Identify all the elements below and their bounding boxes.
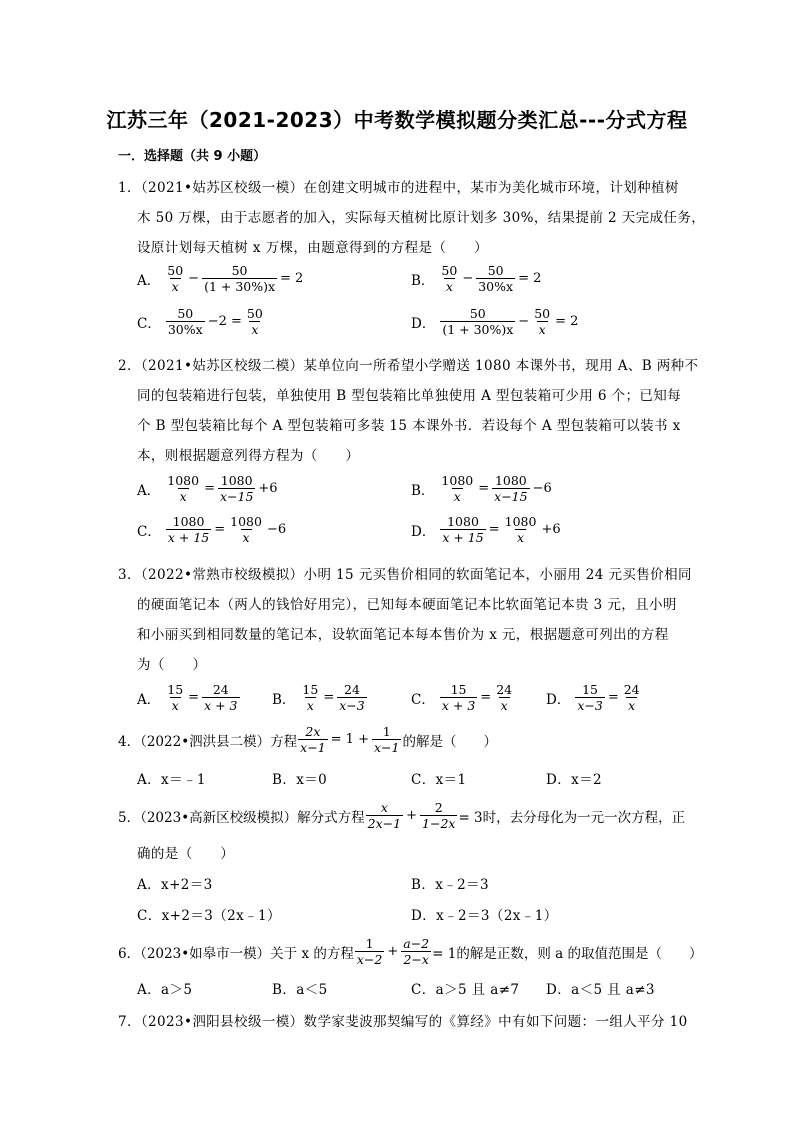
q5-option-a[interactable]: A．x+2＝3: [137, 877, 213, 893]
q6-option-d[interactable]: D．a＜5 且 a≠3: [546, 982, 655, 998]
fraction: $\frac{1080}{x}$: [230, 514, 262, 545]
q2-option-a[interactable]: A． $\frac{1080}{x}$ = $\frac{1080}{x-15}$ +6: [137, 473, 278, 504]
fraction: $\frac{1080}{x}$: [441, 473, 474, 504]
q5-option-c[interactable]: C．x+2＝3（2x﹣1）: [137, 908, 281, 924]
q2-line-4: 本，则根据题意列得方程为（ ）: [137, 448, 360, 464]
fraction: $\frac{1080}{x-15}$: [219, 473, 254, 504]
q5-option-d[interactable]: D．x﹣2＝3（2x﹣1）: [411, 908, 558, 924]
q3-line-1: 3．（2022•常熟市校级模拟）小明 15 元买售价相同的软面笔记本，小丽用 24 元买售价相同: [118, 567, 692, 583]
page-title: 江苏三年（2021-2023）中考数学模拟题分类汇总---分式方程: [106, 108, 688, 132]
q5-stem: 5．（2023•高新区校级模拟）解分式方程 $\frac{x}{2x-1}$ + $\frac{2}{1-2x}$ = 3时，去分母化为一元一次方程，正: [118, 800, 686, 831]
q3-option-b[interactable]: B． $\frac{15}{x}$ = $\frac{24}{x-3}$: [272, 682, 365, 713]
fraction: $\frac{2x}{x-1}$: [300, 724, 326, 755]
fraction: $\frac{15}{x-3}$: [577, 682, 603, 713]
fraction: $\frac{a-2}{2-x}$: [403, 936, 430, 967]
q5-line-2: 确的是（ ）: [137, 846, 235, 862]
fraction: $\frac{15}{x}$: [302, 682, 319, 713]
fraction: $\frac{24}{x-3}$: [339, 682, 365, 713]
q1-option-b[interactable]: B． $\frac{50}{x}$ − $\frac{50}{30\%x}$ = 2: [411, 263, 542, 294]
fraction: $\frac{50}{x}$: [246, 306, 263, 337]
fraction: $\frac{15}{x}$: [167, 682, 184, 713]
fraction: $\frac{50}{(1 + 30\%)x}$: [204, 263, 276, 294]
q2-option-c[interactable]: C． $\frac{1080}{x + 15}$ = $\frac{1080}{x}$ −6: [137, 514, 287, 545]
q5-option-b[interactable]: B．x﹣2＝3: [411, 877, 490, 893]
fraction: $\frac{50}{x}$: [441, 263, 458, 294]
q1-line-1: 1．（2021•姑苏区校级一模）在创建文明城市的进程中，某市为美化城市环境，计划种植树: [118, 180, 679, 196]
q3-option-a[interactable]: A． $\frac{15}{x}$ = $\frac{24}{x + 3}$: [137, 682, 238, 713]
fraction: $\frac{50}{(1 + 30\%)x}$: [442, 306, 514, 337]
fraction: $\frac{50}{30\%x}$: [167, 306, 203, 337]
q2-option-b[interactable]: B． $\frac{1080}{x}$ = $\frac{1080}{x-15}$ −6: [411, 473, 552, 504]
q2-line-2: 同的包装箱进行包装，单独使用 B 型包装箱比单独使用 A 型包装箱可少用 6 个；已知每: [137, 388, 682, 404]
q4-stem: 4．（2022•泗洪县二模）方程 $\frac{2x}{x-1}$ = 1 + $\frac{1}{x-1}$ 的解是（ ）: [118, 724, 497, 755]
fraction: $\frac{50}{x}$: [534, 306, 551, 337]
q3-line-4: 为（ ）: [137, 657, 207, 673]
q2-line-3: 个 B 型包装箱比每个 A 型包装箱可多装 15 本课外书．若设每个 A 型包装箱可以装书 x: [137, 418, 681, 434]
q3-line-3: 和小丽买到相同数量的笔记本，设软面笔记本每本售价为 x 元，根据题意可列出的方程: [137, 627, 669, 643]
fraction: $\frac{24}{x + 3}$: [204, 682, 238, 713]
fraction: $\frac{15}{x + 3}$: [441, 682, 476, 713]
q4-option-c[interactable]: C．x＝1: [411, 772, 467, 788]
q3-line-2: 的硬面笔记本（两人的钱恰好用完），已知每本硬面笔记本比软面笔记本贵 3 元，且小明: [137, 597, 677, 613]
q1-option-c[interactable]: C． $\frac{50}{30\%x}$ −2 = $\frac{50}{x}$: [137, 306, 263, 337]
fraction: $\frac{1}{x-1}$: [373, 724, 400, 755]
q4-option-a[interactable]: A．x＝﹣1: [137, 772, 206, 788]
section-heading: 一．选择题（共 9 小题）: [118, 149, 267, 164]
q6-option-a[interactable]: A．a＞5: [137, 982, 193, 998]
q4-option-d[interactable]: D．x＝2: [546, 772, 603, 788]
fraction: $\frac{50}{x}$: [167, 263, 184, 294]
fraction: $\frac{1080}{x}$: [504, 514, 537, 545]
fraction: $\frac{24}{x}$: [496, 682, 513, 713]
q3-option-c[interactable]: C． $\frac{15}{x + 3}$ = $\frac{24}{x}$: [411, 682, 513, 713]
fraction: $\frac{2}{1-2x}$: [422, 800, 456, 831]
q2-line-1: 2．（2021•姑苏区校级二模）某单位向一所希望小学赠送 1080 本课外书，现用 A、B 两种不: [118, 358, 699, 374]
q6-option-b[interactable]: B．a＜5: [272, 982, 328, 998]
fraction: $\frac{x}{2x-1}$: [367, 800, 402, 831]
fraction: $\frac{24}{x}$: [623, 682, 640, 713]
q6-stem: 6．（2023•如皋市一模）关于 x 的方程 $\frac{1}{x-2}$ + $\frac{a-2}{2-x}$ = 1的解是正数，则 a 的取值范围是（ ）: [118, 936, 703, 967]
q7-line-1: 7．（2023•泗阳县校级一模）数学家斐波那契编写的《算经》中有如下问题：一组人平分 10: [118, 1014, 688, 1030]
fraction: $\frac{1080}{x + 15}$: [167, 514, 210, 545]
q2-option-d[interactable]: D． $\frac{1080}{x + 15}$ = $\frac{1080}{x}$ +6: [411, 514, 561, 545]
q1-option-d[interactable]: D． $\frac{50}{(1 + 30\%)x}$ − $\frac{50}{x}$ = 2: [411, 306, 579, 337]
fraction: $\frac{1}{x-2}$: [356, 936, 383, 967]
fraction: $\frac{1080}{x}$: [167, 473, 200, 504]
q4-option-b[interactable]: B．x＝0: [272, 772, 328, 788]
fraction: $\frac{1080}{x-15}$: [494, 473, 528, 504]
q3-option-d[interactable]: D． $\frac{15}{x-3}$ = $\frac{24}{x}$: [546, 682, 640, 713]
fraction: $\frac{1080}{x + 15}$: [442, 514, 484, 545]
q1-option-a[interactable]: A． $\frac{50}{x}$ − $\frac{50}{(1 + 30\%)x}$ = 2: [137, 263, 304, 294]
q6-option-c[interactable]: C．a＞5 且 a≠7: [411, 982, 520, 998]
q1-line-3: 设原计划每天植树 x 万棵，由题意得到的方程是（ ）: [137, 240, 488, 256]
q1-line-2: 木 50 万棵，由于志愿者的加入，实际每天植树比原计划多 30%，结果提前 2 天完成任务，: [137, 210, 706, 226]
fraction: $\frac{50}{30\%x}$: [478, 263, 514, 294]
